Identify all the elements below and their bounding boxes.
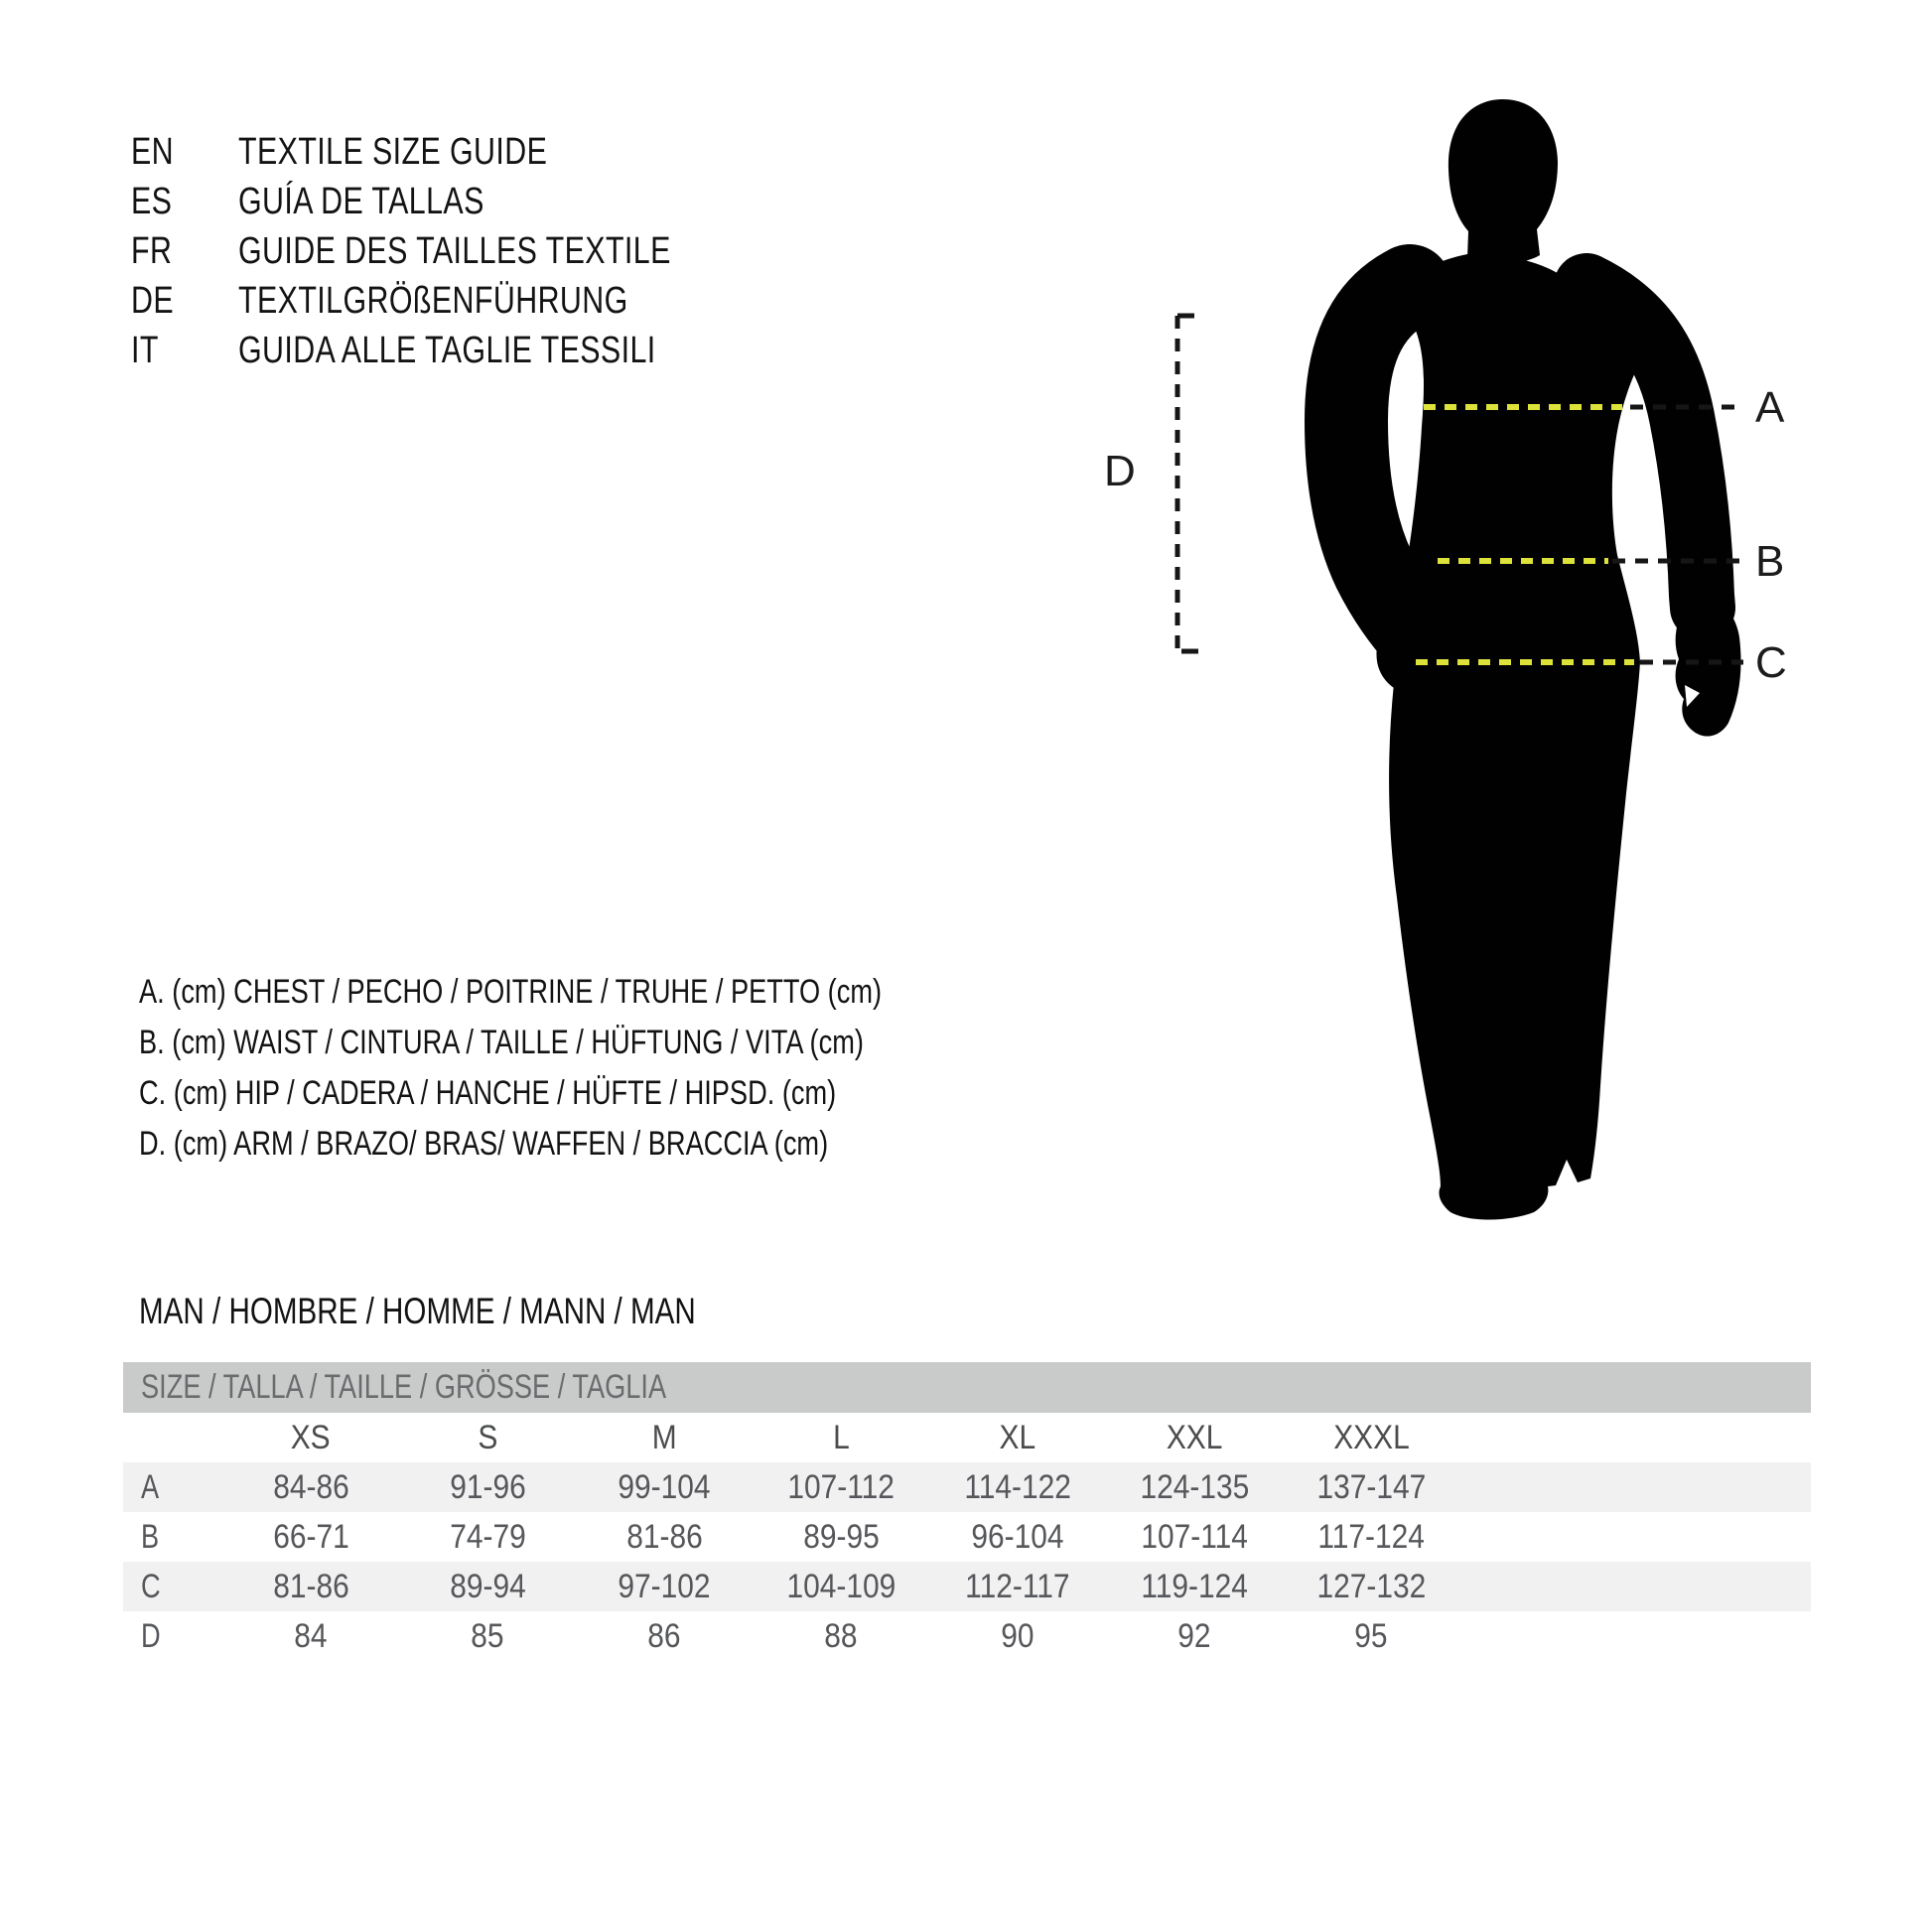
size-value-text: 81-86	[625, 1517, 703, 1556]
language-code	[131, 330, 238, 372]
marker-d-label: D	[1104, 447, 1136, 495]
size-column-header	[1106, 1419, 1283, 1457]
size-column-header	[753, 1419, 929, 1457]
legend-item	[139, 967, 1067, 1018]
guide-title: GUÍA DE TALLAS	[238, 180, 484, 222]
size-value-cell	[1283, 1518, 1459, 1557]
man-silhouette-figure	[993, 79, 1932, 1340]
size-columns-row	[123, 1413, 1811, 1462]
size-value-text: 124-135	[1140, 1467, 1249, 1506]
size-value-cell	[1106, 1568, 1283, 1606]
size-value-cell	[1106, 1617, 1283, 1656]
size-column-header-text: S	[478, 1418, 497, 1456]
size-value-text: 91-96	[449, 1467, 526, 1506]
language-code-text: ES	[131, 180, 173, 222]
measurement-legend	[139, 967, 1067, 1170]
size-value-text: 86	[647, 1616, 681, 1655]
size-value-cell	[1106, 1518, 1283, 1557]
row-label-text: C	[141, 1567, 161, 1605]
table-row	[123, 1611, 1811, 1661]
size-value-cell	[1283, 1617, 1459, 1656]
language-title-row	[131, 127, 779, 177]
marker-b-label: B	[1755, 537, 1785, 586]
silhouette-left-arm	[1346, 286, 1428, 645]
table-row	[123, 1462, 1811, 1512]
size-value-text: 104-109	[786, 1567, 896, 1605]
size-column-header-text: L	[832, 1418, 850, 1456]
size-value-text: 107-112	[787, 1467, 895, 1506]
legend-item	[139, 1119, 1067, 1170]
legend-item	[139, 1018, 1067, 1068]
size-column-header-text: XXXL	[1332, 1418, 1410, 1456]
legend-item-text: A. (cm) CHEST / PECHO / POITRINE / TRUHE / PETTO (cm)	[139, 973, 883, 1011]
size-value-cell	[222, 1568, 399, 1606]
size-column-header-text: XL	[999, 1418, 1036, 1456]
size-value-text: 81-86	[272, 1567, 349, 1605]
size-column-header	[576, 1419, 753, 1457]
language-title-row	[131, 326, 779, 375]
size-value-text: 89-94	[449, 1567, 526, 1605]
guide-title: TEXTILGRÖßENFÜHRUNG	[238, 279, 628, 322]
size-value-cell	[1283, 1468, 1459, 1507]
size-value-text: 137-147	[1316, 1467, 1426, 1506]
language-code	[131, 280, 238, 323]
guide-title: GUIDA ALLE TAGLIE TESSILI	[238, 329, 656, 371]
size-value-cell	[753, 1518, 929, 1557]
size-value-text: 107-114	[1141, 1517, 1248, 1556]
marker-a-label: A	[1755, 383, 1785, 432]
size-table-header: SIZE / TALLA / TAILLE / GRÖSSE / TAGLIA	[141, 1368, 667, 1406]
guide-title: GUIDE DES TAILLES TEXTILE	[238, 229, 671, 272]
size-value-text: 96-104	[971, 1517, 1064, 1556]
guide-title: TEXTILE SIZE GUIDE	[238, 130, 548, 173]
section-title-wrap	[139, 1291, 835, 1332]
language-title-list	[131, 127, 779, 375]
size-value-cell	[576, 1468, 753, 1507]
size-value-cell	[399, 1568, 576, 1606]
size-value-text: 119-124	[1141, 1567, 1248, 1605]
size-value-text: 92	[1177, 1616, 1211, 1655]
silhouette-body	[1380, 254, 1657, 1220]
row-label-text: B	[141, 1517, 160, 1556]
size-value-cell	[753, 1468, 929, 1507]
size-value-text: 66-71	[272, 1517, 349, 1556]
size-table-header-band	[123, 1362, 1811, 1413]
silhouette-right-hand	[1676, 594, 1741, 737]
legend-item-text: D. (cm) ARM / BRAZO/ BRAS/ WAFFEN / BRACCIA (cm)	[139, 1125, 829, 1163]
size-value-cell	[1283, 1568, 1459, 1606]
size-column-header	[929, 1419, 1106, 1457]
size-value-text: 127-132	[1316, 1567, 1426, 1605]
language-code-text: IT	[131, 329, 159, 371]
size-value-cell	[399, 1617, 576, 1656]
size-value-cell	[222, 1468, 399, 1507]
size-value-text: 88	[824, 1616, 858, 1655]
size-value-text: 117-124	[1317, 1517, 1425, 1556]
size-column-header	[222, 1419, 399, 1457]
size-value-text: 99-104	[618, 1467, 711, 1506]
language-code-text: FR	[131, 229, 173, 272]
size-value-cell	[929, 1568, 1106, 1606]
size-value-cell	[1106, 1468, 1283, 1507]
legend-item-text: C. (cm) HIP / CADERA / HANCHE / HÜFTE / HIPSD. (cm)	[139, 1074, 837, 1112]
size-value-cell	[399, 1518, 576, 1557]
size-table-body	[123, 1462, 1811, 1661]
table-row	[123, 1562, 1811, 1611]
size-value-cell	[929, 1468, 1106, 1507]
row-label	[123, 1617, 222, 1656]
size-value-cell	[576, 1617, 753, 1656]
size-column-header-text: M	[651, 1418, 677, 1456]
language-title-row	[131, 226, 779, 276]
language-code	[131, 230, 238, 273]
language-code	[131, 131, 238, 174]
size-value-cell	[222, 1518, 399, 1557]
language-title-row	[131, 177, 779, 226]
size-column-header	[399, 1419, 576, 1457]
language-title-row	[131, 276, 779, 326]
size-value-text: 112-117	[965, 1567, 1070, 1605]
size-value-text: 74-79	[449, 1517, 526, 1556]
row-label-text: D	[141, 1616, 161, 1655]
size-value-cell	[576, 1568, 753, 1606]
marker-c-label: C	[1755, 638, 1787, 687]
legend-item-text: B. (cm) WAIST / CINTURA / TAILLE / HÜFTUNG / VITA (cm)	[139, 1024, 864, 1061]
size-value-text: 85	[471, 1616, 504, 1655]
size-value-cell	[399, 1468, 576, 1507]
row-label	[123, 1518, 222, 1557]
section-title: MAN / HOMBRE / HOMME / MANN / MAN	[139, 1291, 696, 1331]
table-row	[123, 1512, 1811, 1562]
size-value-text: 95	[1354, 1616, 1388, 1655]
row-label	[123, 1568, 222, 1606]
size-value-text: 84-86	[272, 1467, 349, 1506]
size-value-cell	[929, 1518, 1106, 1557]
language-code	[131, 181, 238, 223]
row-label-text: A	[141, 1467, 160, 1506]
row-label	[123, 1468, 222, 1507]
silhouette-head	[1449, 99, 1558, 264]
size-value-cell	[753, 1617, 929, 1656]
size-value-text: 89-95	[802, 1517, 880, 1556]
size-value-cell	[753, 1568, 929, 1606]
legend-item	[139, 1068, 1067, 1119]
size-value-text: 114-122	[964, 1467, 1071, 1506]
size-value-cell	[929, 1617, 1106, 1656]
size-column-header-text: XS	[291, 1418, 331, 1456]
size-column-header-text: XXL	[1166, 1418, 1223, 1456]
size-value-cell	[222, 1617, 399, 1656]
language-code-text: DE	[131, 279, 175, 322]
size-value-text: 90	[1001, 1616, 1035, 1655]
size-value-cell	[576, 1518, 753, 1557]
size-value-text: 84	[294, 1616, 328, 1655]
size-table	[123, 1362, 1811, 1661]
size-value-text: 97-102	[618, 1567, 711, 1605]
size-column-header	[1283, 1419, 1459, 1457]
language-code-text: EN	[131, 130, 175, 173]
